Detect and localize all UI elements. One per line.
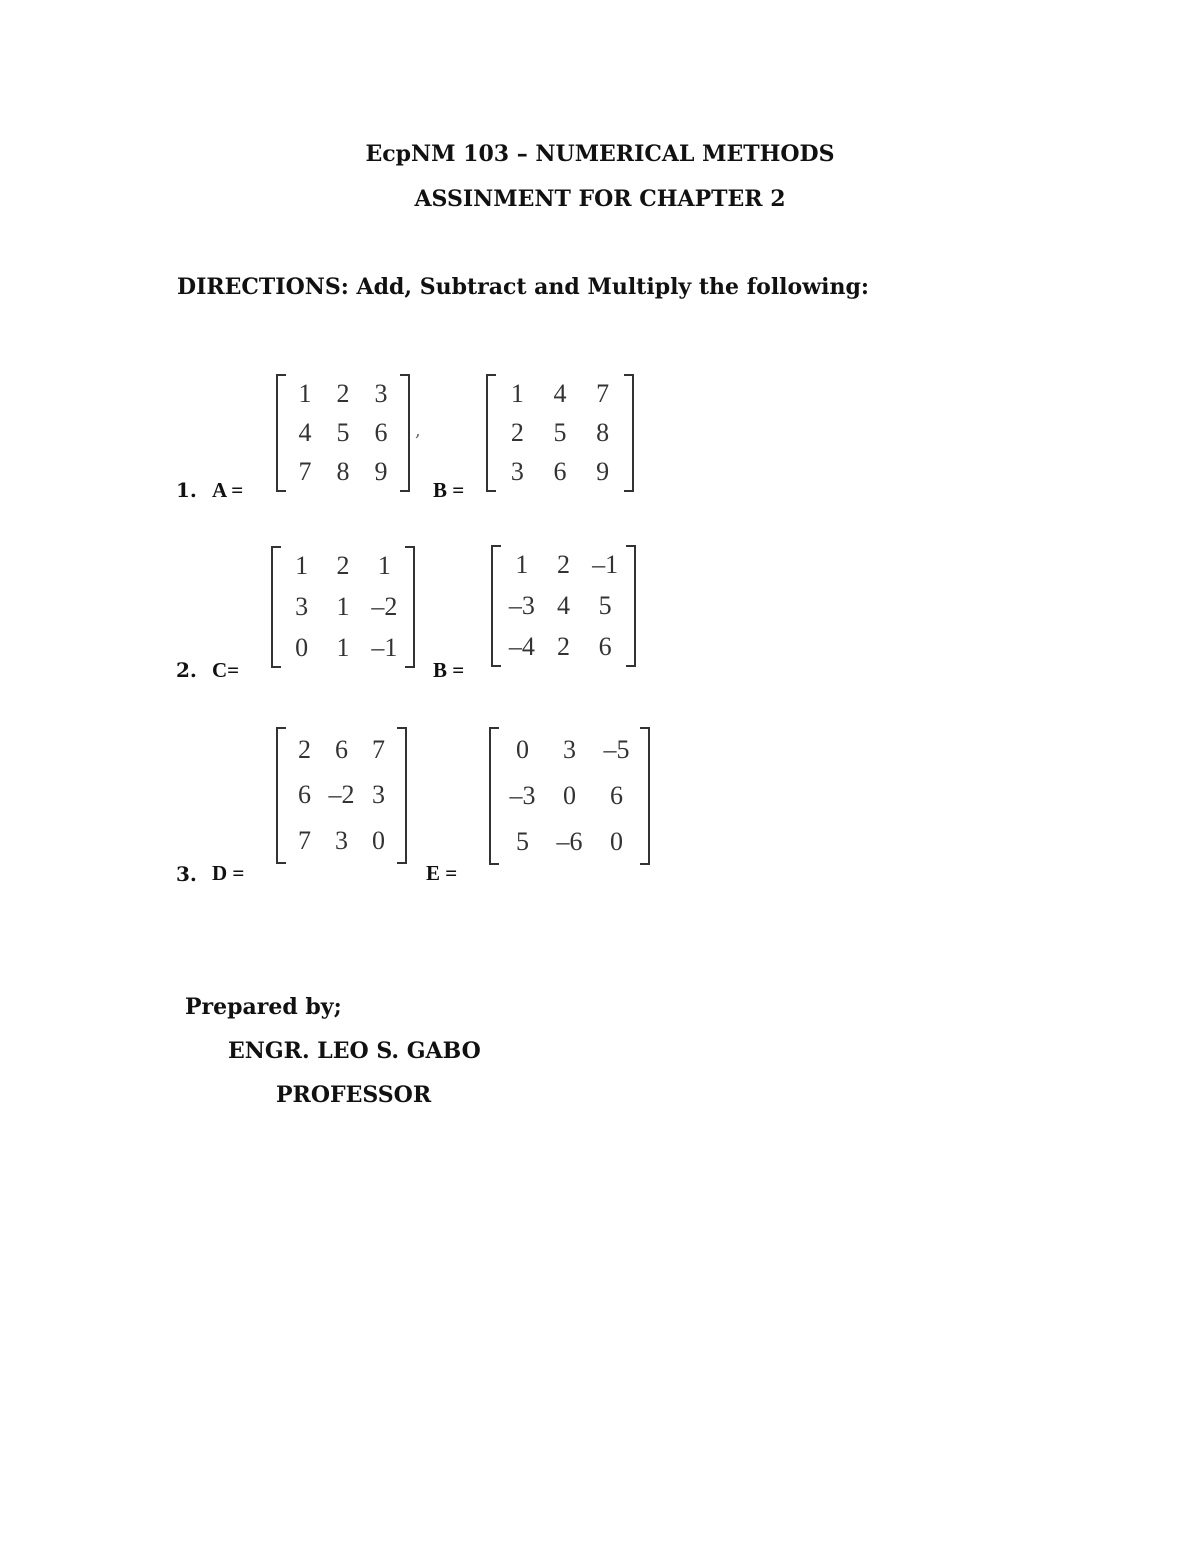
matrix-left-bracket bbox=[271, 546, 281, 668]
matrix-cell: 5 bbox=[336, 417, 350, 447]
matrix-b-2-grid bbox=[501, 545, 626, 667]
matrix-e bbox=[489, 727, 650, 865]
matrix-cell: 4 bbox=[298, 417, 312, 447]
matrix-left-bracket bbox=[486, 374, 496, 492]
problem-2-matrix-b-label: B = bbox=[433, 658, 465, 682]
matrix-d bbox=[276, 727, 407, 864]
matrix-b-1-grid bbox=[496, 374, 624, 492]
matrix-cell: 0 bbox=[610, 827, 623, 856]
matrix-cell: 1 bbox=[295, 551, 309, 581]
matrix-d-grid bbox=[286, 727, 397, 864]
matrix-cell: 6 bbox=[553, 457, 567, 487]
matrix-b-2 bbox=[491, 545, 636, 667]
matrix-cell: –3 bbox=[508, 590, 535, 620]
matrix-cell: 7 bbox=[372, 734, 385, 764]
assignment-title: ASSINMENT FOR CHAPTER 2 bbox=[414, 186, 786, 212]
matrix-right-bracket bbox=[397, 727, 407, 864]
matrix-cell: –1 bbox=[592, 550, 619, 580]
matrix-cell: 6 bbox=[335, 734, 348, 764]
matrix-cell: 2 bbox=[336, 378, 350, 408]
matrix-cell: –1 bbox=[371, 632, 398, 662]
matrix-cell: –4 bbox=[508, 631, 535, 661]
problem-1-matrix-a-label: A = bbox=[212, 478, 244, 502]
matrix-cell: 4 bbox=[556, 590, 570, 620]
matrix-cell: –6 bbox=[556, 827, 583, 856]
matrix-cell: 1 bbox=[377, 551, 391, 581]
matrix-cell: 1 bbox=[515, 550, 529, 580]
matrix-cell: 2 bbox=[556, 631, 570, 661]
matrix-cell: 5 bbox=[516, 827, 529, 856]
matrix-right-bracket bbox=[405, 546, 415, 668]
matrix-cell: 1 bbox=[298, 378, 312, 408]
matrix-cell: 6 bbox=[598, 631, 612, 661]
problem-1-number: 1. bbox=[176, 478, 197, 502]
matrix-cell: 1 bbox=[510, 378, 524, 408]
matrix-cell: 6 bbox=[610, 781, 623, 810]
matrix-cell: 3 bbox=[335, 826, 348, 856]
matrix-right-bracket bbox=[640, 727, 650, 865]
problem-3-matrix-e-label: E = bbox=[426, 861, 458, 885]
matrix-cell: 1 bbox=[336, 632, 350, 662]
matrix-cell: 3 bbox=[372, 780, 385, 810]
matrix-cell: 0 bbox=[516, 735, 529, 764]
matrix-left-bracket bbox=[489, 727, 499, 865]
matrix-cell: –3 bbox=[509, 781, 536, 810]
matrix-e-grid bbox=[499, 727, 640, 865]
matrix-cell: –2 bbox=[328, 780, 355, 810]
matrix-cell: 7 bbox=[298, 826, 311, 856]
problem-3-matrix-d-label: D = bbox=[212, 861, 245, 885]
matrix-cell: 9 bbox=[374, 457, 388, 487]
matrix-cell: 0 bbox=[295, 632, 309, 662]
course-title: EcpNM 103 – NUMERICAL METHODS bbox=[365, 141, 835, 167]
matrix-a-grid bbox=[286, 374, 400, 492]
matrix-cell: 2 bbox=[336, 551, 350, 581]
matrix-cell: 3 bbox=[374, 378, 388, 408]
matrix-left-bracket bbox=[276, 374, 286, 492]
matrix-left-bracket bbox=[276, 727, 286, 864]
matrix-c bbox=[271, 546, 415, 668]
matrix-cell: 8 bbox=[336, 457, 350, 487]
matrix-cell: 1 bbox=[336, 591, 350, 621]
problem-2-matrix-c-label: C= bbox=[212, 658, 240, 682]
matrix-cell: 2 bbox=[510, 417, 524, 447]
matrix-cell: 9 bbox=[596, 457, 610, 487]
matrix-cell: 3 bbox=[510, 457, 524, 487]
matrix-right-bracket bbox=[626, 545, 636, 667]
matrix-cell: 7 bbox=[596, 378, 610, 408]
matrix-cell: 2 bbox=[298, 734, 311, 764]
matrix-cell: 5 bbox=[553, 417, 567, 447]
matrix-cell: 7 bbox=[298, 457, 312, 487]
problem-3-number: 3. bbox=[176, 862, 197, 886]
matrix-cell: 0 bbox=[372, 826, 385, 856]
matrix-cell: 3 bbox=[563, 735, 576, 764]
problem-2-number: 2. bbox=[176, 658, 197, 682]
matrix-cell: 4 bbox=[553, 378, 567, 408]
matrix-c-grid bbox=[281, 546, 405, 668]
problem-1-matrix-b-label: B = bbox=[433, 478, 465, 502]
matrix-cell: –5 bbox=[603, 735, 630, 764]
preparer-name: ENGR. LEO S. GABO bbox=[228, 1038, 481, 1064]
matrix-cell: 5 bbox=[598, 590, 612, 620]
matrix-a bbox=[276, 374, 410, 492]
matrix-cell: 0 bbox=[563, 781, 576, 810]
matrix-right-bracket bbox=[624, 374, 634, 492]
prepared-by-label: Prepared by; bbox=[185, 994, 342, 1020]
matrix-left-bracket bbox=[491, 545, 501, 667]
matrix-b-1 bbox=[486, 374, 634, 492]
matrix-separator-comma: , bbox=[415, 420, 421, 441]
matrix-right-bracket bbox=[400, 374, 410, 492]
directions-text: DIRECTIONS: Add, Subtract and Multiply the following: bbox=[177, 274, 870, 300]
matrix-cell: 3 bbox=[295, 591, 309, 621]
matrix-cell: 8 bbox=[596, 417, 610, 447]
preparer-position: PROFESSOR bbox=[276, 1082, 432, 1108]
matrix-cell: 6 bbox=[298, 780, 311, 810]
matrix-cell: 2 bbox=[556, 550, 570, 580]
matrix-cell: 6 bbox=[374, 417, 388, 447]
matrix-cell: –2 bbox=[371, 591, 398, 621]
